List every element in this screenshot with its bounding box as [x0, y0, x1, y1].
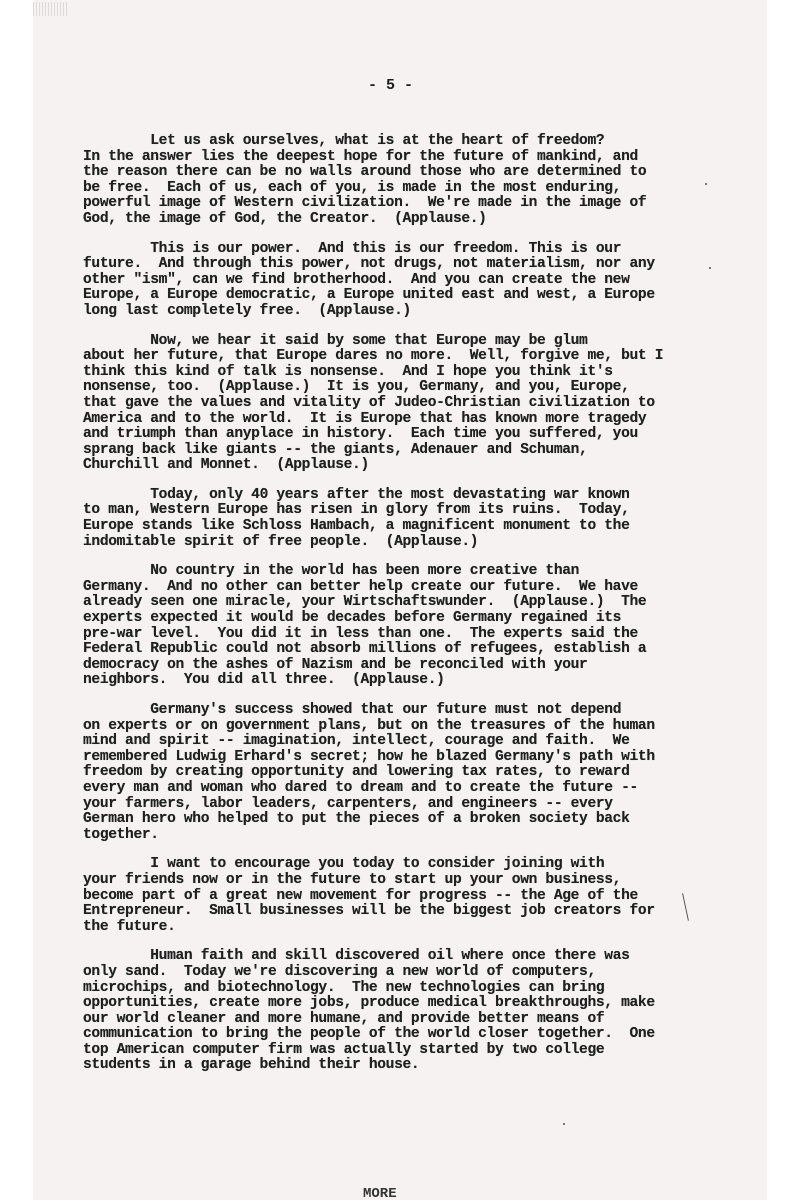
margin-dot — [709, 267, 711, 269]
paragraph-1: Let us ask ourselves, what is at the heart of freedom? In the answer lies the deepest hope for the future of mankind, and the reason there can be no walls around those who are determined to be free. Each of us, each of you, is made in the most enduring, powerful image of Western civilization. We're made in the image of God, the image of God, the Creator. (Applause.) — [83, 133, 647, 227]
paragraph-3: Now, we hear it said by some that Europe may be glum about her future, that Europe dares no more. Well, forgive me, but I think this kind of talk is nonsense. And I hope you think it's nonsense, too. (Applause.) It is you, Germany, and you, Europe, that gave the values and vitality of Judeo-Christian civilization to America and to the world. It is Europe that has known more tragedy and triumph than anyplace in history. Each time you suffered, you sprang back like giants -- the giants, Adenauer and Schuman, Churchill and Monnet. (Applause.) — [83, 332, 664, 474]
paragraph-7: I want to encourage you today to consider joining with your friends now or in the future to start up your own business, become part of a great new movement for progress -- the Age of the Entrepreneur. Small businesses will be the biggest job creators for the future. — [83, 856, 655, 935]
document-page — [33, 0, 767, 1200]
margin-dot — [705, 183, 707, 185]
page-number: - 5 - — [368, 77, 414, 94]
paragraph-5: No country in the world has been more creative than Germany. And no other can better help create our future. We have already seen one miracle, your Wirtschaftswunder. (Applause.) The experts expected it would be decades before Germany regained its pre-war level. You did it in less than one. The experts said the Federal Republic could not absorb millions of refugees, establish a democracy on the ashes of Nazism and be reconciled with your neighbors. You did all three. (Applause.) — [83, 563, 647, 689]
paragraph-8: Human faith and skill discovered oil where once there was only sand. Today we're discovering a new world of computers, microchips, and biotechnology. The new technologies can bring opportunities, create more jobs, produce medical breakthroughs, make our world cleaner and more humane, and provide better means of communication to bring the people of the world closer together. One top American computer firm was actually started by two college students in a garage behind their house. — [83, 948, 655, 1074]
paragraph-2: This is our power. And this is our freedom. This is our future. And through this power, not drugs, not materialism, nor any other "ism", can we find brotherhood. And you can create the new Europe, a Europe democratic, a Europe united east and west, a Europe long last completely free. (Applause.) — [83, 240, 655, 319]
scan-smudge — [33, 2, 67, 16]
margin-dot — [563, 1123, 565, 1125]
paragraph-4: Today, only 40 years after the most devastating war known to man, Western Europe has risen in glory from its ruins. Today, Europe stands like Schloss Hambach, a magnificent monument to the indomitable spirit of free people. (Applause.) — [83, 486, 630, 550]
document-body — [83, 134, 723, 1088]
footer-more: MORE — [363, 1186, 397, 1200]
paragraph-6: Germany's success showed that our future must not depend on experts or on government plans, but on the treasures of the human mind and spirit -- imagination, intellect, courage and faith. We remembered Ludwig Erhard's secret; how he blazed Germany's path with freedom by creating opportunity and lowering tax rates, to reward every man and woman who dared to dream and to create the future -- your farmers, labor leaders, carpenters, and engineers -- every German hero who helped to put the pieces of a broken society back together. — [83, 702, 655, 843]
